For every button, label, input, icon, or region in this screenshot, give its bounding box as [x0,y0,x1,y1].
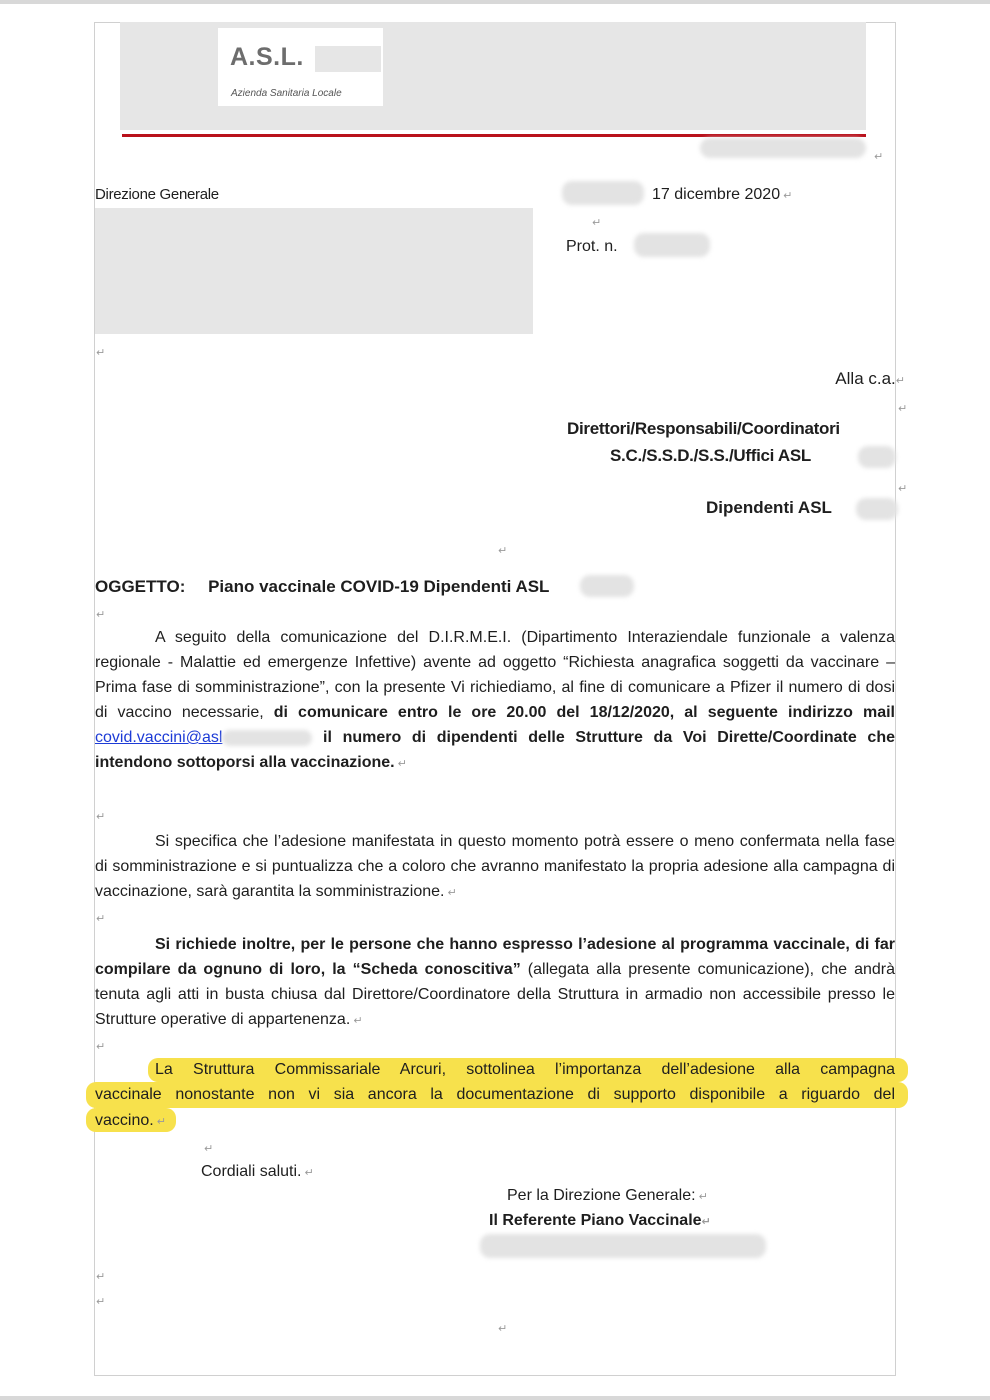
paragraph-mark: ↵ [498,1323,508,1335]
greeting-text: Cordiali saluti. [201,1163,302,1180]
paragraph-mark: ↵ [701,1216,711,1228]
recipient-line-1: Direttori/Responsabili/Coordinatori [567,419,840,438]
p3-normal: (allegata alla presente comunicazione), che andrà tenuta agli atti in busta chiusa dal Direttore/Coordinatore della Struttura in armadio non accessibile presso le Strutture operative di appartenenza. [95,961,896,1028]
subject-line [95,577,549,597]
p4-line-1 [155,1059,895,1081]
protocol-label: Prot. n. [566,238,618,255]
paragraph-mark: ↵ [394,758,407,770]
attention-label [600,369,905,389]
recipient-line-3: Dipendenti ASL [706,498,832,517]
paragraph-mark: ↵ [695,1191,708,1203]
paragraph-mark: ↵ [895,375,905,387]
email-link[interactable]: covid.vaccini@asl [95,729,223,746]
logo-title: A.S.L. [230,43,304,71]
paragraph-mark: ↵ [301,1167,314,1179]
paragraph-mark: ↵ [204,1143,214,1155]
recipient-line-2: S.C./S.S.D./S.S./Uffici ASL [610,446,811,465]
paragraph-mark: ↵ [498,545,508,557]
redacted-address [700,138,866,158]
paragraph-mark: ↵ [592,217,602,229]
redacted-email-domain [222,730,312,746]
paragraph-mark: ↵ [96,1041,106,1053]
p4-line-1-text: La Struttura Commissariale Arcuri, sottolinea l’importanza dell’adesione alla campagna [155,1061,895,1078]
p1-bold-b: il numero di dipendenti delle Strutture da Voi Dirette/Coordinate che intendono sottoporsi alla vaccinazione. [95,729,895,771]
p4-line-2 [95,1084,895,1106]
paragraph-1 [95,625,895,777]
redacted-city [562,181,644,205]
signature-line-1-text: Per la Direzione Generale: [507,1187,696,1204]
subject-text: Piano vaccinale COVID-19 Dipendenti ASL [208,577,550,596]
attention-text: Alla c.a. [835,369,896,388]
signature-line-1 [507,1187,708,1205]
letterhead-rule [122,134,866,137]
p1-bold-a: di comunicare entro le ore 20.00 del 18/12/2020, al seguente indirizzo mail [273,704,895,721]
paragraph-mark: ↵ [96,1271,106,1283]
signature-line-2-text: Il Referente Piano Vaccinale [489,1212,702,1229]
logo-subtitle: Azienda Sanitaria Locale [231,88,342,99]
paragraph-3 [95,932,895,1034]
redacted-recipient-block [95,208,533,334]
redacted-signer-name [480,1234,766,1258]
paragraph-mark: ↵ [874,151,884,163]
bottom-border [0,1396,990,1400]
redacted-asl-name-2 [856,498,898,520]
paragraph-mark: ↵ [96,811,106,823]
letter-date [652,186,792,204]
top-border [0,0,990,4]
paragraph-mark: ↵ [780,190,793,202]
paragraph-mark: ↵ [96,1296,106,1308]
p1-normal: A seguito della comunicazione del D.I.R.M.E.I. (Dipartimento Interaziendale funzionale a valenza regionale - Malattie ed emergenze Infettive) avente ad oggetto “Richiesta anagrafica soggetti da vaccinare – Prima fase di somministrazione”, con la presente Vi richiediamo, al fine di comunicare a Pfizer il numero di dosi di vaccino necessarie, [95,629,895,721]
signature-line-2 [489,1212,711,1230]
p4-line-2-text: vaccinale nonostante non vi sia ancora la documentazione di supporto disponibile a riguardo del [95,1086,895,1103]
paragraph-2 [95,829,895,906]
paragraph-mark: ↵ [350,1015,363,1027]
paragraph-mark: ↵ [96,609,106,621]
p4-line-3-text: vaccino. [95,1112,154,1129]
department-label: Direzione Generale [95,186,219,203]
greeting [201,1163,314,1181]
p3-bold: Si richiede inoltre, per le persone che hanno espresso l’adesione al programma vaccinale, di far compilare da ognuno di loro, la “Scheda conoscitiva” [95,936,895,978]
subject-label: OGGETTO: [95,577,186,596]
paragraph-mark: ↵ [153,1116,166,1128]
p2-text: Si specifica che l’adesione manifestata in questo momento potrà essere o meno confermata nella fase di somministrazione e si puntualizza che a coloro che avranno manifestato la propria adesione alla campagna di vaccinazione, sarà garantita la somministrazione. [95,833,895,900]
redacted-logo-name [315,46,381,72]
redacted-protocol-number [634,233,710,257]
p4-line-3 [95,1110,166,1133]
paragraph-mark: ↵ [898,403,908,415]
paragraph-mark: ↵ [96,347,106,359]
paragraph-mark: ↵ [898,483,908,495]
date-text: 17 dicembre 2020 [652,186,781,203]
paragraph-mark: ↵ [444,887,457,899]
paragraph-mark: ↵ [96,913,106,925]
redacted-asl-name [858,446,896,468]
redacted-subject-asl [580,575,634,597]
